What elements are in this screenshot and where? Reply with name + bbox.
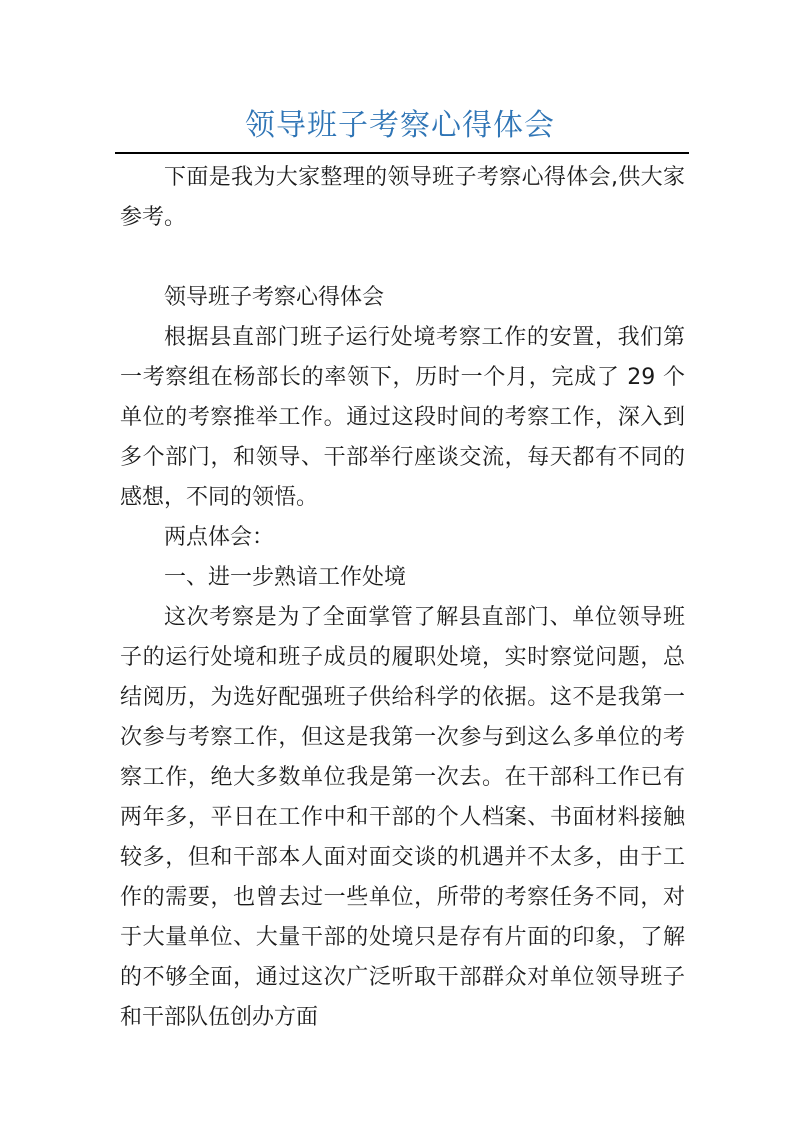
section-heading: 领导班子考察心得体会 xyxy=(164,285,385,310)
title-divider xyxy=(115,152,689,154)
document-title: 领导班子考察心得体会 xyxy=(245,108,555,143)
intro-paragraph: 下面是我为大家整理的领导班子考察心得体会,供大家参考。 xyxy=(120,165,685,230)
document-body xyxy=(120,158,685,1038)
body-paragraph: 这次考察是为了全面掌管了解县直部门、单位领导班子的运行处境和班子成员的履职处境，实时察觉问题，总结阅历，为选好配强班子供给科学的依据。这不是我第一次参与考察工作，但这是我第一次参与到这么多单位的考察工作，绝大多数单位我是第一次去。在干部科工作已有两年多，平日在工作中和干部的个人档案、书面材料接触较多，但和干部本人面对面交谈的机遇并不太多，由于工作的需要，也曾去过一些单位，所带的考察任务不同，对于大量单位、大量干部的处境只是存有片面的印象，了解的不够全面，通过这次广泛听取干部群众对单位领导班子和干部队伍创办方面 xyxy=(120,605,685,1030)
blank-line xyxy=(120,238,685,278)
subheading: 一、进一步熟谙工作处境 xyxy=(164,565,407,590)
body-paragraph: 根据县直部门班子运行处境考察工作的安置，我们第一考察组在杨部长的率领下，历时一个月，完成了 29 个单位的考察推举工作。通过这段时间的考察工作，深入到多个部门，和领导、干部举行座谈交流，每天都有不同的感想，不同的领悟。 xyxy=(120,325,685,510)
subheading: 两点体会： xyxy=(164,525,275,550)
